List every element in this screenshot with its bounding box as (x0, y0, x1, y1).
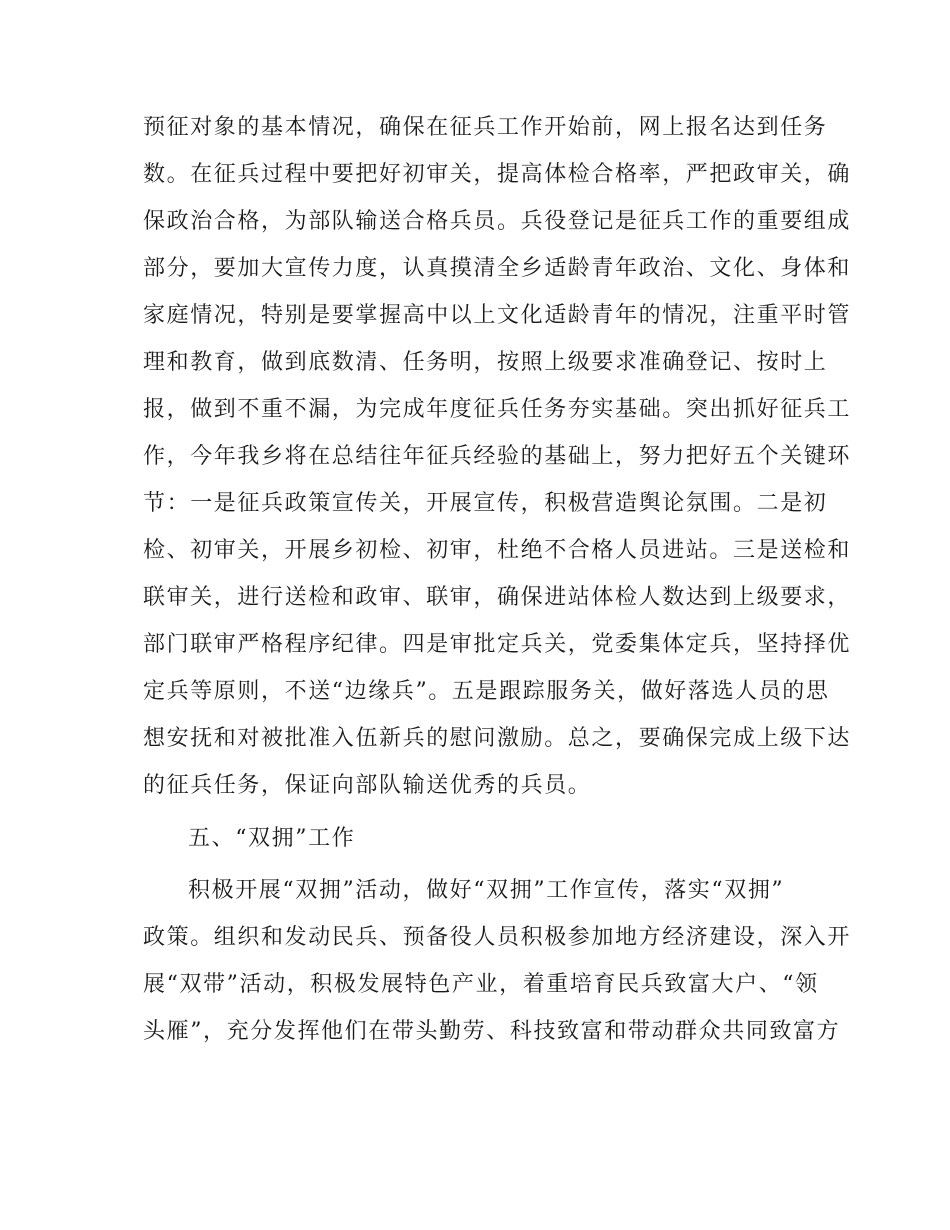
text-line: 预征对象的基本情况，确保在征兵工作开始前，网上报名达到任务 (143, 115, 828, 140)
text-line: 定兵等原则，不送“边缘兵”。五是跟踪服务关，做好落选人员的思 (143, 679, 830, 704)
text-line: 检、初审关，开展乡初检、初审，杜绝不合格人员进站。三是送检和 (143, 538, 852, 563)
text-line: 头雁”，充分发挥他们在带头勤劳、科技致富和带动群众共同致富方 (143, 1019, 841, 1044)
text-line: 节：一是征兵政策宣传关，开展宣传，积极营造舆论氛围。二是初 (143, 491, 828, 516)
section-heading: 五、“双拥”工作 (188, 826, 356, 851)
text-line: 理和教育，做到底数清、任务明，按照上级要求准确登记、按时上 (143, 350, 828, 375)
text-line: 部分，要加大宣传力度，认真摸清全乡适龄青年政治、文化、身体和 (143, 256, 852, 281)
text-line: 的征兵任务，保证向部队输送优秀的兵员。 (143, 773, 592, 798)
text-line: 家庭情况，特别是要掌握高中以上文化适龄青年的情况，注重平时管 (143, 303, 852, 328)
text-line: 部门联审严格程序纪律。四是审批定兵关，党委集体定兵，坚持择优 (143, 632, 852, 657)
text-line: 展“双带”活动，积极发展特色产业，着重培育民兵致富大户、“领 (143, 972, 819, 997)
text-line: 想安抚和对被批准入伍新兵的慰问激励。总之，要确保完成上级下达 (143, 726, 852, 751)
text-line: 数。在征兵过程中要把好初审关，提高体检合格率，严把政审关，确 (143, 162, 852, 187)
text-line: 报，做到不重不漏，为完成年度征兵任务夯实基础。突出抓好征兵工 (143, 397, 852, 422)
text-line: 积极开展“双拥”活动，做好“双拥”工作宣传，落实“双拥” (188, 878, 785, 903)
text-line: 作，今年我乡将在总结往年征兵经验的基础上，努力把好五个关键环 (143, 444, 852, 469)
text-line: 联审关，进行送检和政审、联审，确保进站体检人数达到上级要求， (143, 585, 852, 610)
text-line: 保政治合格，为部队输送合格兵员。兵役登记是征兵工作的重要组成 (143, 209, 852, 234)
text-line: 政策。组织和发动民兵、预备役人员积极参加地方经济建设，深入开 (143, 925, 852, 950)
